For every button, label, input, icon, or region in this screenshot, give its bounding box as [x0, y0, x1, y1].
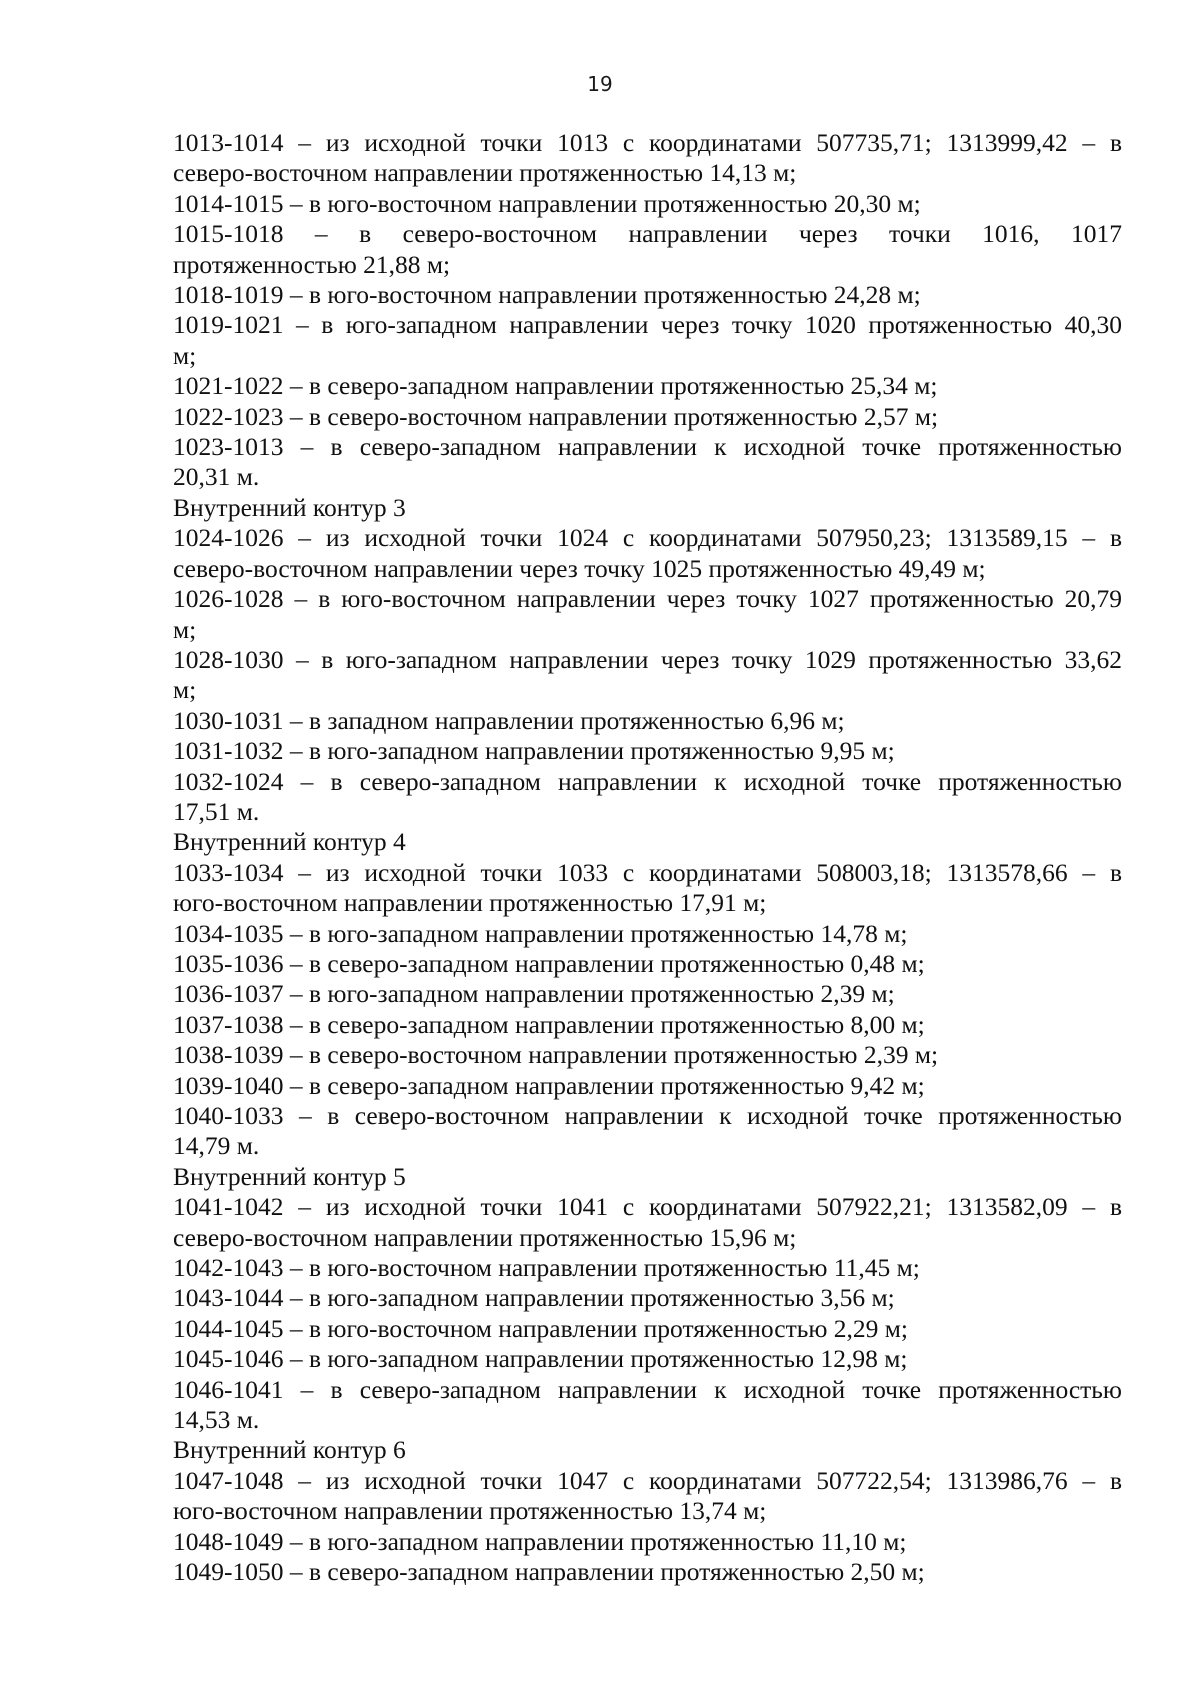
section-heading: Внутренний контур 4	[173, 827, 406, 857]
text-line: м;	[173, 340, 197, 370]
text-line: 1043-1044 – в юго-западном направлении протяженностью 3,56 м;	[173, 1283, 895, 1313]
section-heading: Внутренний контур 5	[173, 1161, 406, 1191]
text-line: 1015-1018 – в северо-восточном направлении через точки 1016, 1017	[173, 219, 1122, 249]
text-line: 14,79 м.	[173, 1131, 260, 1161]
text-line: м;	[173, 675, 197, 705]
text-line: 1019-1021 – в юго-западном направлении через точку 1020 протяженностью 40,30	[173, 310, 1122, 340]
text-line: 1047-1048 – из исходной точки 1047 с координатами 507722,54; 1313986,76 – в	[173, 1465, 1122, 1495]
text-line: 20,31 м.	[173, 462, 260, 492]
text-line: 1018-1019 – в юго-восточном направлении протяженностью 24,28 м;	[173, 280, 921, 310]
text-line: 1023-1013 – в северо-западном направлении к исходной точке протяженностью	[173, 432, 1122, 462]
text-line: 1041-1042 – из исходной точки 1041 с координатами 507922,21; 1313582,09 – в	[173, 1192, 1122, 1222]
text-line: 17,51 м.	[173, 796, 260, 826]
text-line: северо-восточном направлении протяженностью 15,96 м;	[173, 1222, 797, 1252]
text-line: 1024-1026 – из исходной точки 1024 с координатами 507950,23; 1313589,15 – в	[173, 523, 1122, 553]
text-line: протяженностью 21,88 м;	[173, 249, 451, 279]
text-line: 1040-1033 – в северо-восточном направлении к исходной точке протяженностью	[173, 1101, 1122, 1130]
text-line: м;	[173, 614, 197, 644]
section-heading: Внутренний контур 3	[173, 492, 406, 522]
text-line: 1036-1037 – в юго-западном направлении протяженностью 2,39 м;	[173, 979, 895, 1009]
text-line: северо-восточном направлении через точку 1025 протяженностью 49,49 м;	[173, 553, 986, 583]
text-line: юго-восточном направлении протяженностью 13,74 м;	[173, 1496, 767, 1526]
document-body	[173, 128, 1122, 1588]
text-line: 1032-1024 – в северо-западном направлении к исходной точке протяженностью	[173, 766, 1122, 796]
text-line: 1033-1034 – из исходной точки 1033 с координатами 508003,18; 1313578,66 – в	[173, 857, 1122, 887]
text-line: северо-восточном направлении протяженностью 14,13 м;	[173, 158, 797, 188]
text-line: 1022-1023 – в северо-восточном направлении протяженностью 2,57 м;	[173, 401, 939, 431]
page-number: 19	[587, 72, 613, 96]
text-line: 1013-1014 – из исходной точки 1013 с координатами 507735,71; 1313999,42 – в	[173, 128, 1122, 157]
text-line: 1049-1050 – в северо-западном направлении протяженностью 2,50 м;	[173, 1557, 925, 1587]
text-line: 1028-1030 – в юго-западном направлении через точку 1029 протяженностью 33,62	[173, 644, 1122, 674]
text-line: 1048-1049 – в юго-западном направлении протяженностью 11,10 м;	[173, 1526, 907, 1556]
text-line: 1031-1032 – в юго-западном направлении протяженностью 9,95 м;	[173, 736, 895, 766]
text-line: 1026-1028 – в юго-восточном направлении через точку 1027 протяженностью 20,79	[173, 584, 1122, 614]
text-line: 1042-1043 – в юго-восточном направлении протяженностью 11,45 м;	[173, 1253, 920, 1283]
section-heading: Внутренний контур 6	[173, 1435, 406, 1465]
text-line: 1039-1040 – в северо-западном направлении протяженностью 9,42 м;	[173, 1070, 925, 1100]
text-line: 1038-1039 – в северо-восточном направлении протяженностью 2,39 м;	[173, 1040, 939, 1070]
text-line: 1035-1036 – в северо-западном направлении протяженностью 0,48 м;	[173, 948, 925, 978]
text-line: 1046-1041 – в северо-западном направлении к исходной точке протяженностью	[173, 1374, 1122, 1404]
text-line: юго-восточном направлении протяженностью 17,91 м;	[173, 888, 767, 918]
text-line: 1045-1046 – в юго-западном направлении протяженностью 12,98 м;	[173, 1344, 908, 1374]
text-line: 1014-1015 – в юго-восточном направлении протяженностью 20,30 м;	[173, 188, 921, 218]
text-line: 1034-1035 – в юго-западном направлении протяженностью 14,78 м;	[173, 918, 908, 948]
text-line: 1030-1031 – в западном направлении протяженностью 6,96 м;	[173, 705, 845, 735]
text-line: 1044-1045 – в юго-восточном направлении протяженностью 2,29 м;	[173, 1313, 909, 1343]
text-line: 14,53 м.	[173, 1405, 260, 1435]
text-line: 1021-1022 – в северо-западном направлении протяженностью 25,34 м;	[173, 371, 938, 401]
text-line: 1037-1038 – в северо-западном направлении протяженностью 8,00 м;	[173, 1009, 925, 1039]
